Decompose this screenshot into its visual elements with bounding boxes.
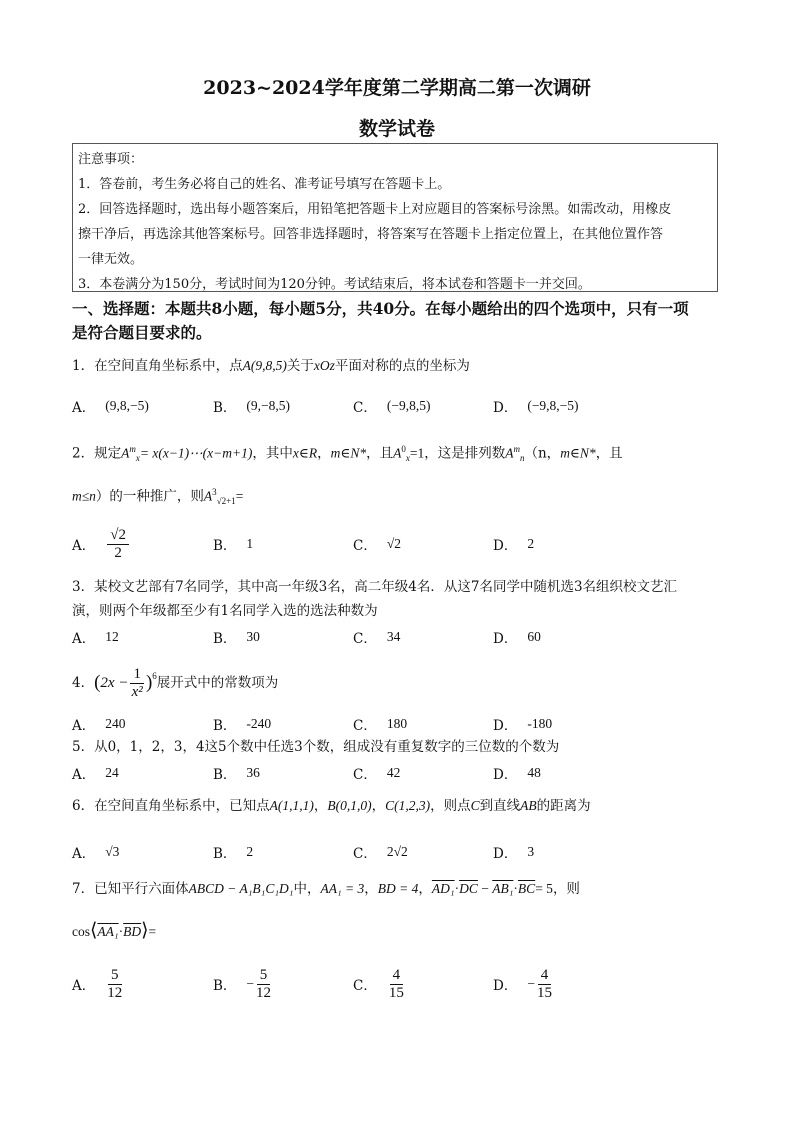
option-a[interactable]: A． √3	[72, 844, 120, 862]
q1-point: A(9,8,5)	[242, 358, 287, 373]
q1-plane: xOz	[313, 358, 335, 373]
exam-subtitle: 数学试卷	[358, 118, 435, 140]
q6-options	[72, 832, 724, 872]
notice-item: 擦干净后，再选涂其他答案标号。回答非选择题时，将答案写在答题卡上指定位置上，在其他位置作答	[78, 227, 664, 242]
option-b[interactable]: B． 36	[213, 765, 260, 783]
section-heading-line: 是符合题目要求的。	[72, 323, 212, 342]
question-6: 6．在空间直角坐标系中，已知点A(1,1,1)，B(0,1,0)，C(1,2,3)，则点C到直线AB的距离为	[72, 798, 591, 814]
option-a[interactable]: A． $\frac{5}{12}$	[72, 966, 123, 1001]
option-b[interactable]: B． 30	[213, 629, 260, 647]
q1-stem: 平面对称的点的坐标为	[334, 358, 470, 374]
option-a[interactable]: A． (9,8,−5)	[72, 398, 149, 416]
option-b[interactable]: B． (9,−8,5)	[213, 398, 291, 416]
section-heading	[72, 297, 732, 345]
notice-box	[72, 143, 718, 292]
option-b[interactable]: B． − $\frac{5}{12}$	[213, 966, 272, 1001]
question-7: 7．已知平行六面体ABCD − A₁B₁C₁D₁中，AA₁ = 3，BD = 4，$AD_1\cdot\overline{DC} - AB_1\cdot\overline{BC}= 5$，则	[72, 881, 580, 897]
q3-options	[72, 617, 724, 657]
option-d[interactable]: D． 2	[493, 536, 535, 554]
option-d[interactable]: D． − $\frac{4}{15}$	[493, 966, 552, 1001]
q1-options	[72, 386, 724, 426]
option-c[interactable]: C． √2	[353, 536, 402, 554]
option-b[interactable]: B． -240	[213, 716, 272, 734]
question-7-line2: $\cos⟨AA_1\cdot\overline{BD}⟩=$	[72, 920, 157, 941]
notice-item: 2．回答选择题时，选出每小题答案后，用铅笔把答题卡上对应题目的答案标号涂黑。如需改动，用橡皮	[78, 202, 672, 217]
q7-options	[72, 964, 724, 1004]
notice-item: 1．答卷前，考生务必将自己的姓名、准考证号填写在答题卡上。	[78, 177, 451, 192]
notice-heading: 注意事项：	[78, 152, 144, 167]
q1-stem: 关于	[286, 358, 314, 374]
exam-title: 2023~2024学年度第二学期高二第一次调研	[203, 77, 591, 99]
question-5: 5．从0，1，2，3，4这5个数中任选3个数，组成没有重复数字的三位数的个数为	[72, 739, 560, 755]
option-d[interactable]: D． 3	[493, 844, 535, 862]
q1-stem: 1．在空间直角坐标系中，点	[72, 358, 243, 374]
q2-options	[72, 524, 724, 564]
option-a[interactable]: A． 24	[72, 765, 119, 783]
q2-formula: A	[121, 445, 130, 461]
section-heading-line: 一、选择题：本题共8小题，每小题5分，共40分。在每小题给出的四个选项中，只有一项	[72, 299, 689, 318]
option-c[interactable]: C． 42	[353, 765, 401, 783]
option-c[interactable]: C． (−9,8,5)	[353, 398, 431, 416]
notice-item: 3．本卷满分为150分，考试时间为120分钟。考试结束后，将本试卷和答题卡一并交回。	[78, 277, 591, 292]
question-2: 2．规定$A^m_x=$ x(x−1)⋯(x−m+1)，其中x∈R，m∈N*，且$A^0_x=1$，这是排列数$A^m_n(n$，m∈N*，且	[72, 444, 623, 464]
question-1	[72, 354, 724, 378]
question-2-line2: m≤n）的一种推广，则$A^3_{√2+1}=$	[72, 487, 244, 507]
question-4: 4． ( 2x − $\frac{1}{\text{x²}}$ ) $^6$ 展开式中的常数项为	[72, 665, 279, 700]
option-d[interactable]: D． 48	[493, 765, 541, 783]
option-d[interactable]: D． (−9,8,−5)	[493, 398, 579, 416]
option-c[interactable]: C． 34	[353, 629, 401, 647]
question-3: 3．某校文艺部有7名同学，其中高一年级3名，高二年级4名．从这7名同学中随机选3名组织校文艺汇 演，则两个年级都至少有1名同学入选的选法种数为	[72, 579, 678, 619]
option-a[interactable]: A． $\frac{√2}{2}$	[72, 524, 131, 564]
notice-item: 一律无效。	[78, 252, 144, 267]
option-d[interactable]: D． -180	[493, 716, 553, 734]
option-a[interactable]: A． 12	[72, 629, 119, 647]
option-b[interactable]: B． 1	[213, 536, 254, 554]
option-c[interactable]: C． 180	[353, 716, 408, 734]
q5-options	[72, 753, 724, 793]
option-a[interactable]: A． 240	[72, 716, 126, 734]
option-c[interactable]: C． $\frac{4}{15}$	[353, 966, 404, 1001]
option-c[interactable]: C． 2√2	[353, 844, 408, 862]
option-d[interactable]: D． 60	[493, 629, 541, 647]
option-b[interactable]: B． 2	[213, 844, 254, 862]
